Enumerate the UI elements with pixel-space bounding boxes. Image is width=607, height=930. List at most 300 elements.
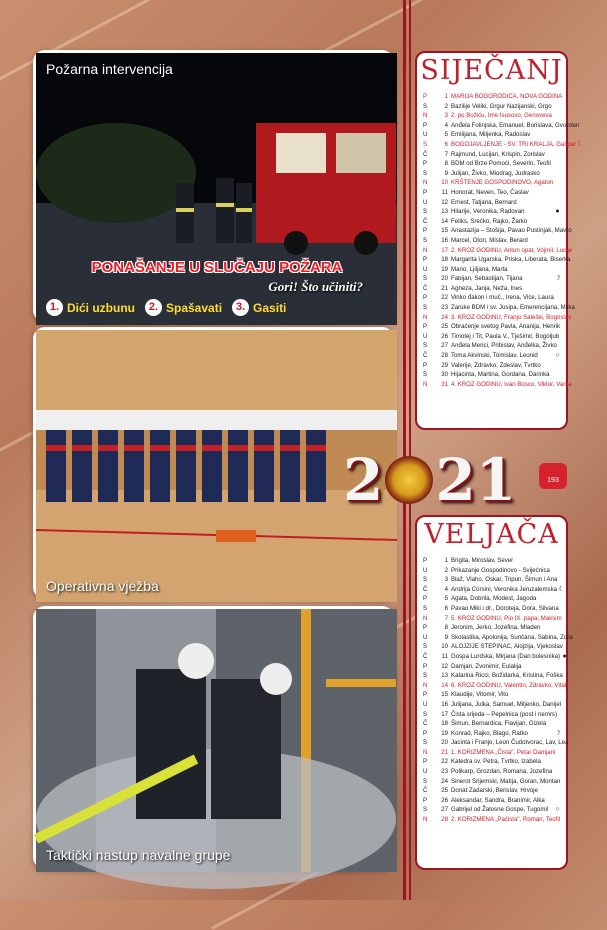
calendar-row (423, 130, 562, 140)
calendar-row (423, 370, 562, 380)
weekday-letter: S (423, 576, 428, 584)
calendar-row (423, 207, 562, 217)
weekday-letter: N (423, 681, 428, 689)
day-number: 27 (441, 342, 448, 350)
fire-step (232, 299, 286, 316)
moon-phase-icon (571, 313, 580, 323)
calendar-row (423, 690, 562, 700)
weekday-letter: N (423, 112, 428, 120)
moon-phase-icon (553, 361, 562, 371)
year-left: 2 (343, 446, 384, 514)
calendar-row (423, 777, 562, 787)
day-number: 23 (441, 768, 448, 776)
saints-names: Jeronim, Jerko, Jozefina, Mladen (451, 624, 541, 632)
weekday-letter: Č (423, 352, 428, 360)
moon-phase-icon (571, 255, 580, 265)
moon-phase-icon (553, 594, 562, 604)
calendar-row (423, 767, 562, 777)
moon-phase-icon (553, 102, 562, 112)
weekday-letter: U (423, 700, 428, 708)
calendar-row (423, 815, 562, 825)
calendar-row (423, 246, 573, 256)
moon-phase-icon (557, 341, 566, 351)
day-number: 7 (444, 150, 448, 158)
calendar-row (423, 719, 562, 729)
weekday-letter: N (423, 614, 428, 622)
day-number: 3 (444, 576, 448, 584)
day-number: 23 (441, 304, 448, 312)
weekday-letter: Č (423, 150, 428, 158)
moon-phase-icon (560, 777, 569, 787)
moon-phase-icon (563, 671, 572, 681)
moon-phase-icon (553, 757, 562, 767)
moon-phase-icon (553, 130, 562, 140)
day-number: 11 (441, 188, 448, 196)
moon-phase-icon (563, 642, 572, 652)
saints-names: Blaž, Vlaho, Oskar, Tripun, Šimun i Ana (451, 576, 558, 584)
day-number: 8 (444, 624, 448, 632)
calendar-row (423, 604, 562, 614)
day-number: 19 (441, 265, 448, 273)
photo-caption-middle: Operativna vježba (46, 578, 159, 594)
moon-phase-icon (553, 786, 562, 796)
saints-names: 2. KORIZMENA „Pačista", Roman, Teofil (451, 816, 561, 824)
saints-names: Anastazija – Stošija, Pavao Pustinjak, Mavro (451, 227, 572, 235)
day-number: 1 (444, 93, 448, 100)
calendar-row (423, 169, 562, 179)
weekday-letter: P (423, 361, 428, 369)
moon-phase-icon: ○ (555, 352, 560, 360)
saints-names: 3. KROZ GODINU, Franjo Saleški, Bogoslav (451, 313, 572, 321)
moon-phase-icon (557, 710, 566, 720)
day-number: 24 (441, 313, 448, 321)
calendar-row (423, 121, 580, 131)
calendar-row (423, 594, 562, 604)
fire-steps (46, 299, 286, 316)
saints-names: Damjan, Zvonimir, Eulalija (451, 662, 522, 670)
moon-phase-icon (553, 370, 562, 380)
fire-warning-subtitle: Gori! Što učiniti? (268, 279, 363, 294)
weekday-letter: S (423, 208, 428, 216)
moon-phase-icon (562, 92, 571, 102)
moon-phase-icon (553, 556, 562, 566)
weekday-letter: S (423, 236, 428, 244)
calendar-february (415, 515, 573, 870)
weekday-letter: P (423, 93, 428, 100)
calendar-row (423, 236, 562, 246)
calendar-row (423, 662, 562, 672)
calendar-row (423, 566, 562, 576)
saints-names: BOGOJAVLJENJE - SV. TRI KRALJA, Gašpar (451, 140, 577, 148)
saints-names: MARIJA BOGORODICA, NOVA GODINA (451, 93, 563, 100)
day-number: 21 (441, 284, 448, 292)
saints-names: 2. po Božiću, Ime Isusovo, Genoveva (451, 112, 552, 120)
weekday-letter: N (423, 380, 428, 388)
day-number: 27 (441, 806, 448, 814)
calendar-row (423, 757, 562, 767)
weekday-letter: P (423, 624, 428, 632)
step-number: 1. (46, 299, 63, 316)
day-number: 6 (444, 140, 448, 148)
day-number: 1 (444, 557, 448, 564)
day-number: 8 (444, 160, 448, 168)
saints-names: Emilijana, Miljenka, Radoslav (451, 131, 531, 139)
day-number: 12 (441, 198, 448, 206)
moon-phase-icon (560, 815, 569, 825)
saints-names: Andrija Corsini, Veronika Jeruzalemska (451, 585, 558, 593)
calendar-row (423, 614, 562, 624)
saints-names: Gospa Lurdska, Mirjana (Dan bolesnika) (451, 652, 561, 660)
day-number: 28 (441, 352, 448, 360)
day-number: 15 (441, 691, 448, 699)
saints-names: Julijana, Julka, Samuel, Miljenko, Danijel (451, 700, 562, 708)
moon-phase-icon: ☾ (558, 585, 565, 593)
day-number: 29 (441, 361, 448, 369)
moon-phase-icon (553, 178, 562, 188)
saints-names: Agneza, Janja, Neža, Ines (451, 284, 523, 292)
weekday-letter: Č (423, 217, 428, 225)
day-number: 20 (441, 275, 448, 283)
moon-phase-icon (553, 150, 562, 160)
saints-names: Katarina Ricci, Božidarka, Kristina, Foška (451, 672, 563, 680)
moon-phase-icon (562, 614, 571, 624)
moon-phase-icon (568, 738, 577, 748)
weekday-letter: U (423, 566, 428, 574)
weekday-letter: U (423, 633, 428, 641)
calendar-row (423, 226, 572, 236)
saints-names: Honorat, Neven, Teo, Časlav (451, 188, 529, 196)
weekday-letter: P (423, 160, 428, 168)
weekday-letter: S (423, 672, 428, 680)
moon-phase-icon (553, 265, 562, 275)
saints-names: Anđela Merici, Pribislav, Anđelka, Živko (451, 342, 557, 350)
moon-phase-icon (553, 767, 562, 777)
saints-names: Fabijan, Sebastijan, Tijana (451, 275, 523, 283)
calendar-row (423, 556, 562, 566)
weekday-letter: S (423, 371, 428, 379)
weekday-letter: U (423, 198, 428, 206)
saints-names: Klaudije, Vitomir, Vito (451, 691, 509, 699)
moon-phase-icon: ● (562, 652, 567, 660)
calendar-row (423, 303, 575, 313)
weekday-letter: N (423, 313, 428, 321)
calendar-row (423, 341, 562, 351)
weekday-letter: S (423, 643, 428, 651)
day-number: 9 (444, 169, 448, 177)
photo-caption-bottom: Taktički nastup navalne grupe (46, 847, 231, 863)
saints-names: Agata, Dobrila, Modest, Jagoda (451, 595, 537, 603)
calendar-row (423, 748, 562, 758)
step-number: 2. (145, 299, 162, 316)
calendar-row (423, 700, 562, 710)
weekday-letter: P (423, 691, 428, 699)
moon-phase-icon: ☾ (577, 140, 584, 148)
day-number: 28 (441, 816, 448, 824)
calendar-row (423, 642, 562, 652)
day-number: 17 (441, 710, 448, 718)
weekday-letter: N (423, 816, 428, 824)
day-number: 2 (444, 566, 448, 574)
calendar-row (423, 140, 584, 150)
weekday-letter: S (423, 304, 428, 312)
weekday-letter: S (423, 140, 428, 148)
day-number: 5 (444, 595, 448, 603)
moon-phase-icon (553, 198, 562, 208)
fire-step (145, 299, 222, 316)
saints-names: Ernest, Tatjana, Bernard (451, 198, 517, 206)
saints-names: Feliks, Srećko, Rajko, Žarko (451, 217, 528, 225)
calendar-row (423, 217, 562, 227)
day-number: 19 (441, 729, 448, 737)
phone-number: 193 (547, 477, 559, 484)
weekday-letter: U (423, 265, 428, 273)
day-number: 24 (441, 777, 448, 785)
calendar-row (423, 710, 562, 720)
weekday-letter: U (423, 332, 428, 340)
saints-names: ALOJZIJE STEPINAC, Alojzija, Vjekoslav (451, 643, 563, 651)
day-number: 26 (441, 332, 448, 340)
weekday-letter: P (423, 323, 428, 331)
weekday-letter: P (423, 595, 428, 603)
moon-phase-icon (553, 623, 562, 633)
day-number: 10 (441, 643, 448, 651)
calendar-row (423, 681, 567, 691)
weekday-letter: S (423, 102, 428, 110)
day-number: 14 (441, 217, 448, 225)
moon-phase-icon (553, 217, 562, 227)
moon-phase-icon (571, 380, 580, 390)
saints-names: Margarita Ugarska, Priska, Liberata, Biserka (451, 256, 571, 264)
day-number: 12 (441, 662, 448, 670)
moon-phase-icon (572, 246, 581, 256)
day-number: 9 (444, 633, 448, 641)
fire-step (46, 299, 135, 316)
calendar-row (423, 313, 572, 323)
weekday-letter: P (423, 256, 428, 264)
weekday-letter: S (423, 710, 428, 718)
moon-phase-icon (559, 332, 568, 342)
weekday-letter: P (423, 227, 428, 235)
saints-names: Valerije, Zdravko, Zdeslav, Tvrtko (451, 361, 541, 369)
moon-phase-icon: ○ (555, 806, 560, 814)
moon-phase-icon (579, 121, 588, 131)
calendar-row (423, 380, 572, 390)
moon-phase-icon (572, 226, 581, 236)
saints-names: Donat Zadarski, Berislav, Hrvoje (451, 787, 538, 795)
saints-names: Aleksandar, Sandra, Branimir, Alka (451, 796, 545, 804)
day-number: 21 (441, 748, 448, 756)
weekday-letter: S (423, 806, 428, 814)
saints-names: Obraćenje svetog Pavla, Ananija, Henrik (451, 323, 561, 331)
saints-names: Vinko đakon i muč., Irena, Vice, Laura (451, 294, 554, 302)
saints-names: Katedra sv. Petra, Tvrtko, Izabela (451, 758, 541, 766)
calendar-row (423, 361, 562, 371)
saints-names: Rajmund, Lucijan, Krispin, Zorislav (451, 150, 545, 158)
weekday-letter: P (423, 729, 428, 737)
day-number: 15 (441, 227, 448, 235)
day-number: 4 (444, 121, 448, 129)
weekday-letter: Č (423, 585, 428, 593)
moon-phase-icon (573, 633, 582, 643)
weekday-letter: S (423, 275, 428, 283)
saints-names: Gabrijel od Žalosne Gospe, Tugomil (451, 806, 549, 814)
weekday-letter: P (423, 121, 428, 129)
saints-names: Julijan, Živko, Miodrag, Judrasko (451, 169, 540, 177)
saints-names: Jacinta i Franjo, Leon Čudotvorac, Lav, Lea (451, 739, 569, 747)
saints-names: Pavao Miki i dr., Doroteja, Dora, Silvana (451, 604, 559, 612)
weekday-letter: Č (423, 787, 428, 795)
saints-names: Konrad, Rajko, Blago, Ratko (451, 729, 528, 737)
day-number: 16 (441, 700, 448, 708)
saints-names: Anđela Folinjska, Emanuel, Borislava, Gvozden (451, 121, 580, 129)
year-2021 (343, 446, 516, 514)
year-right: 21 (435, 446, 517, 514)
moon-phase-icon: ● (555, 208, 560, 216)
day-number: 7 (444, 614, 448, 622)
calendar-row (423, 92, 562, 102)
day-number: 13 (441, 208, 448, 216)
moon-phase-icon (553, 719, 562, 729)
calendar-row (423, 332, 562, 342)
weekday-letter: P (423, 557, 428, 564)
moon-phase-icon (553, 284, 562, 294)
moon-phase-icon (566, 681, 575, 691)
moon-phase-icon (561, 700, 570, 710)
day-number: 5 (444, 131, 448, 139)
day-number: 16 (441, 236, 448, 244)
day-number: 13 (441, 672, 448, 680)
month-title: SIJEČANJ (420, 55, 563, 86)
step-label: Dići uzbunu (67, 300, 135, 315)
saints-names: Timotej i Tit, Paula V., Tješimir, Bogoljub (451, 332, 560, 340)
saints-names: Prikazanje Gospodinovo - Svijećnica (451, 566, 550, 574)
saints-names: Marcel, Oton, Mislav, Berard (451, 236, 528, 244)
day-number: 11 (441, 652, 448, 660)
saints-names: 4. KROZ GODINU, Ivan Bosco, Viktor, Vanja (451, 380, 572, 388)
weekday-letter: N (423, 246, 428, 254)
moon-phase-icon (553, 236, 562, 246)
calendar-row (423, 796, 562, 806)
moon-phase-icon (560, 322, 569, 332)
saints-names: BDM od Brze Pomoći, Severin, Teofil (451, 160, 551, 168)
calendar-row (423, 284, 562, 294)
calendar-row (423, 255, 571, 265)
smoke-scene-illustration (36, 609, 397, 872)
moon-phase-icon (553, 662, 562, 672)
calendar-row (423, 351, 562, 361)
day-number: 3 (444, 112, 448, 120)
step-label: Gasiti (253, 300, 287, 315)
day-number: 4 (444, 585, 448, 593)
day-number: 22 (441, 758, 448, 766)
calendar-row (423, 633, 573, 643)
moon-phase-icon (575, 303, 584, 313)
day-number: 26 (441, 796, 448, 804)
calendar-row (423, 188, 562, 198)
day-number: 31 (441, 380, 448, 388)
calendar-row (423, 102, 562, 112)
day-number: 14 (441, 681, 448, 689)
saints-names: Brigita, Miroslav, Sever (451, 557, 514, 564)
photo-operational-exercise (33, 327, 394, 599)
calendar-row (423, 671, 562, 681)
calendar-row (423, 159, 562, 169)
moon-phase-icon (553, 169, 562, 179)
saints-names: 2. KROZ GODINU, Antun opat, Vojmil, Lucije (451, 246, 573, 254)
saints-names: Skolastika, Apolonija, Sunčana, Sabina, Zora (451, 633, 573, 641)
weekday-letter: S (423, 169, 428, 177)
calendar-row (423, 293, 562, 303)
calendar-row (423, 274, 562, 284)
saints-names: Polikarp, Grozdan, Romana, Jozefina (451, 768, 553, 776)
moon-phase-icon (557, 575, 566, 585)
saints-names: Toma Akvinski, Tomislav, Leonid (451, 352, 538, 360)
saints-names: Hilarije, Veronika, Radovan (451, 208, 525, 216)
day-number: 20 (441, 739, 448, 747)
moon-phase-icon (555, 748, 564, 758)
day-number: 18 (441, 720, 448, 728)
saints-names: Zaruke BDM i sv. Josipa, Emerencijana, Milka (451, 304, 575, 312)
saints-names: Mario, Ljiljana, Marta (451, 265, 508, 273)
calendar-rows (417, 556, 573, 825)
calendar-row (423, 111, 562, 121)
moon-phase-icon: ☽ (554, 729, 561, 737)
fire-warning-title: PONAŠANJE U SLUČAJU POŽARA (91, 259, 343, 276)
weekday-letter: P (423, 662, 428, 670)
day-number: 25 (441, 323, 448, 331)
weekday-letter: S (423, 604, 428, 612)
day-number: 30 (441, 371, 448, 379)
photo-fire-intervention (33, 50, 394, 322)
photo-tactical-attack-team (33, 606, 394, 869)
weekday-letter: U (423, 768, 428, 776)
weekday-letter: S (423, 739, 428, 747)
calendar-row (423, 150, 562, 160)
weekday-letter: U (423, 131, 428, 139)
step-number: 3. (232, 299, 249, 316)
calendar-row (423, 585, 565, 595)
calendar-row (423, 265, 562, 275)
photo-caption-top: Požarna intervencija (46, 61, 173, 77)
saints-names: KRŠTENJE GOSPODINOVO, Agaton (451, 179, 554, 187)
weekday-letter: P (423, 294, 428, 302)
day-number: 10 (441, 179, 448, 187)
weekday-letter: N (423, 748, 428, 756)
calendar-row (423, 623, 562, 633)
calendar-row (423, 805, 562, 815)
moon-phase-icon (553, 690, 562, 700)
day-number: 22 (441, 294, 448, 302)
calendar-row (423, 729, 562, 739)
saints-names: 1. KORIZMENA „Čista", Petar Damjani (451, 748, 556, 756)
saints-names: 6. KROZ GODINU, Valentin, Zdravko, Vital (451, 681, 567, 689)
moon-phase-icon (553, 111, 562, 121)
weekday-letter: N (423, 179, 428, 187)
calendar-row (423, 322, 562, 332)
step-label: Spašavati (166, 300, 223, 315)
day-number: 6 (444, 604, 448, 612)
saints-names: Šimun, Bernardica, Flavijan, Gizela (451, 720, 547, 728)
fire-brigade-emblem-icon (385, 456, 433, 504)
saints-names: Sinerot Srijemski, Matija, Goran, Montan (451, 777, 561, 785)
calendar-row (423, 178, 562, 188)
calendar-row (423, 198, 562, 208)
day-number: 2 (444, 102, 448, 110)
weekday-letter: P (423, 188, 428, 196)
weekday-letter: S (423, 777, 428, 785)
calendar-row (423, 575, 562, 585)
calendar-rows (417, 92, 584, 389)
